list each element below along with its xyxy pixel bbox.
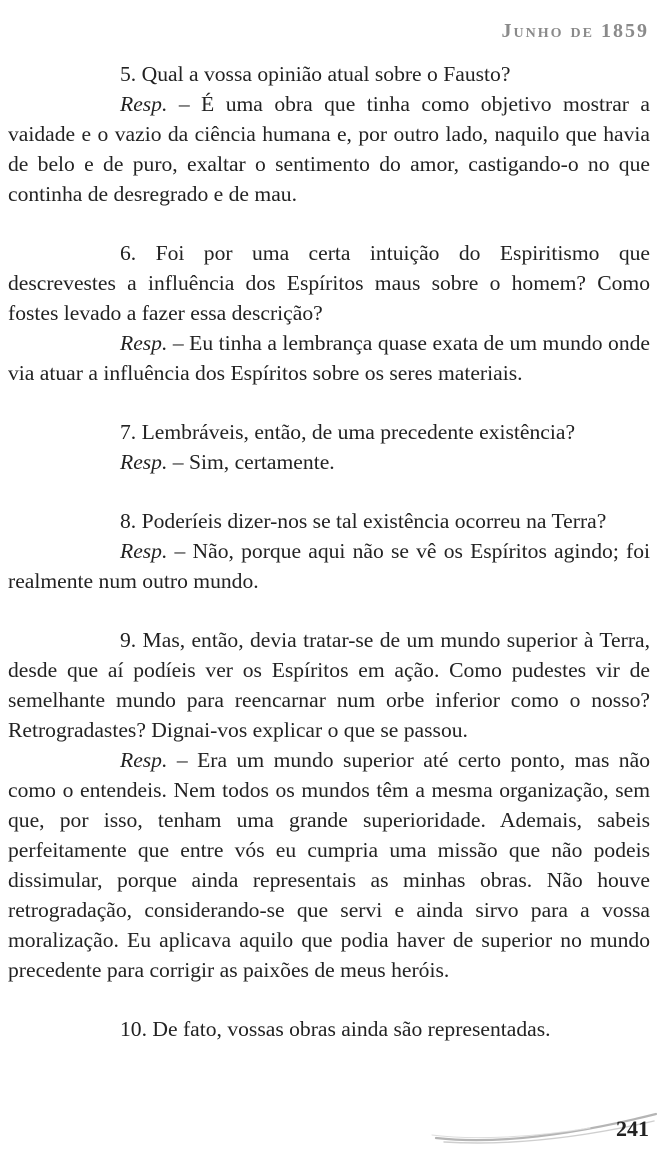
page-number: 241 <box>616 1116 649 1141</box>
question-7: 7. Lembráveis, então, de uma precedente existência? <box>120 420 576 444</box>
resp-label: Resp. <box>120 748 168 772</box>
question-5: 5. Qual a vossa opinião atual sobre o Fausto? <box>120 62 511 86</box>
answer-9 <box>8 745 650 985</box>
page-body <box>8 59 650 1044</box>
answer-8 <box>8 536 650 596</box>
answer-6-text: – Eu tinha a lembrança quase exata de um mundo onde via atuar a influência dos Espíritos sobre os seres materiais. <box>8 331 650 385</box>
question-8: 8. Poderíeis dizer-nos se tal existência ocorreu na Terra? <box>120 509 607 533</box>
answer-8-text: – Não, porque aqui não se vê os Espíritos agindo; foi realmente num outro mundo. <box>8 539 650 593</box>
question-10: 10. De fato, vossas obras ainda são representadas. <box>120 1017 551 1041</box>
resp-label: Resp. <box>120 92 168 116</box>
answer-5-text: – É uma obra que tinha como objetivo mostrar a vaidade e o vazio da ciência humana e, por outro lado, naquilo que havia de belo e de puro, exaltar o sentimento do amor, castigando-o no que continha de desregrado e de mau. <box>8 92 650 206</box>
resp-label: Resp. <box>120 450 168 474</box>
running-head: Junho de 1859 <box>501 20 649 42</box>
answer-5 <box>8 89 650 209</box>
question-6: 6. Foi por uma certa intuição do Espiritismo que descrevestes a influência dos Espíritos maus sobre o homem? Como fostes levado a fazer essa descrição? <box>8 241 650 325</box>
answer-6 <box>8 328 650 388</box>
answer-9-text: – Era um mundo superior até certo ponto, mas não como o entendeis. Nem todos os mundos têm a mesma organização, sem que, por isso, tenham uma grande superioridade. Ademais, sabeis perfeitamente que entre vós eu cumpria uma missão que não podeis dissimular, porque ainda representais as minhas obras. Não houve retrogradação, considerando-se que servi e ainda sirvo para a vossa moralização. Eu aplicava aquilo que podia haver de superior no mundo precedente para corrigir as paixões de meus heróis. <box>8 748 650 982</box>
resp-label: Resp. <box>120 331 168 355</box>
resp-label: Resp. <box>120 539 168 563</box>
question-9: 9. Mas, então, devia tratar-se de um mundo superior à Terra, desde que aí podíeis ver os Espíritos em ação. Como pudestes vir de semelhante mundo para reencarnar num orbe inferior como o nosso? Retrogradastes? Dignai-vos explicar o que se passou. <box>8 628 650 742</box>
answer-7-text: – Sim, certamente. <box>167 450 335 474</box>
answer-7 <box>8 447 650 477</box>
